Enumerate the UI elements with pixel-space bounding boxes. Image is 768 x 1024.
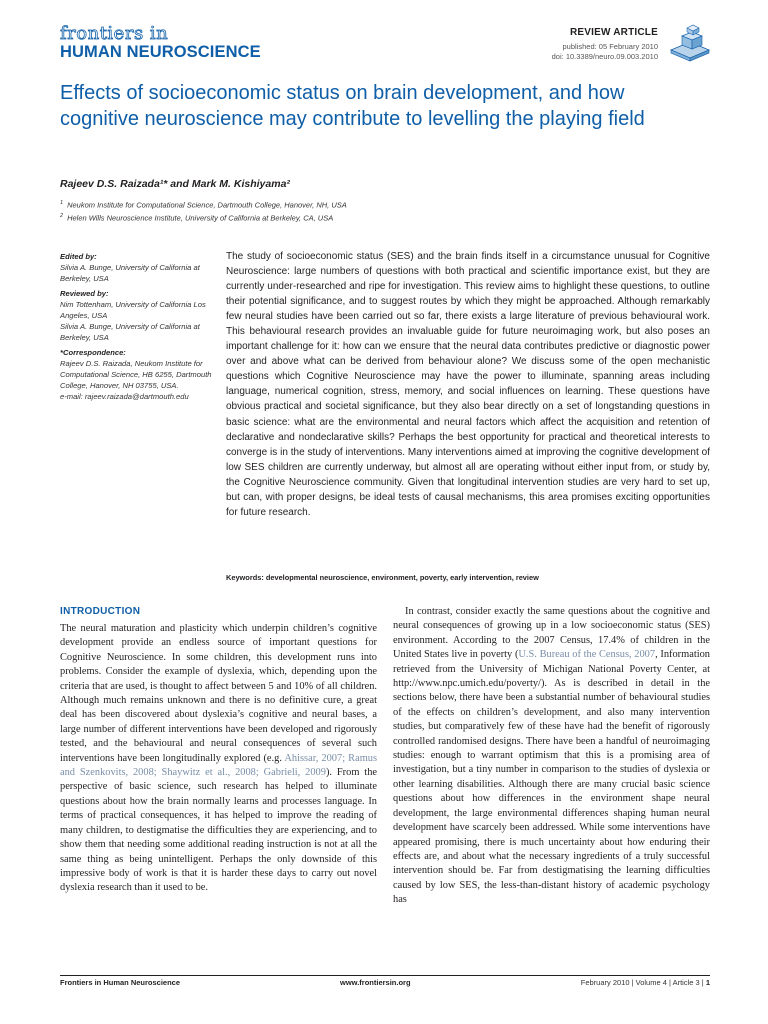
journal-cube-icon xyxy=(667,22,713,62)
paragraph: The neural maturation and plasticity which underpin children’s cognitive development provide an endless source of important questions for Cognitive Neuroscience. In some children, this development runs into problems. Consider the example of dyslexia, which, depending upon the criteria that are used, is thought to affect between 5 and 10% of all children. Although much remains unknown and there is no definitive cure, a great deal has been discovered about dyslexia’s cognitive and neural bases, a large number of different interventions have been developed and rigorously tested, and the behavioural and neural consequences of several such interventions have been longitudinally explored (e.g. Ahissar, 2007; Ramus and Szenkovits, 2008; Shaywitz et al., 2008; Gabrieli, 2009). From the perspective of basic science, such research has helped to illuminate questions about how the brain normally learns and processes language. In terms of practical consequences, it has helped to improve the reading of many children, to destigmatise the difficulties they are experiencing, and to show them that needing some additional reading instruction is not at all the same thing as being unintelligent. Perhaps the only downside of this impressive body of work is that it is harder these days to carry out novel dyslexia research than it used to be. xyxy=(60,623,378,894)
author-list: Rajeev D.S. Raizada¹* and Mark M. Kishiyama² xyxy=(60,178,290,190)
journal-logo-line2: HUMAN NEUROSCIENCE xyxy=(60,43,261,61)
editor: Silvia A. Bunge, University of California at Berkeley, USA xyxy=(60,263,200,283)
page-number: 1 xyxy=(705,978,710,987)
correspondence-address: Rajeev D.S. Raizada, Neukom Institute for Computational Science, HB 6255, Dartmouth College, Hanover, NH 03755, USA. xyxy=(60,359,212,390)
journal-logo-line1: frontiers in xyxy=(60,23,169,44)
edited-by-label: Edited by: xyxy=(60,252,97,261)
article-type-label: REVIEW ARTICLE xyxy=(570,27,658,38)
reviewed-by-label: Reviewed by: xyxy=(60,289,109,298)
affiliation-1: $^1$ Neukom Institute for Computational Science, Dartmouth College, Hanover, NH, USA xyxy=(60,200,347,210)
paragraph: In contrast, consider exactly the same questions about the cognitive and neural consequences of growing up in a low socioeconomic status (SES) environment. According to the 2007 Census, 17.4% of children in the United States live in poverty (U.S. Bureau of the Census, 2007, Information retrieved from the University of Michigan National Poverty Center, at http://www.npc.umich.edu/poverty/). As is described in detail in the sections below, there have been a substantial number of behavioural studies of the effects on children’s development, and also many intervention studies, but comparatively few of these have had the benefit of rigorously controlled randomised designs. There have been a handful of neuroimaging studies: enough to warrant optimism that this is a promising area of investigation, but a tiny number in comparison to the studies of dyslexia or other learning disabilities. Although there are many crucial basic science questions about how differences in the environment shape neural development, the large environmental differences shaping human neural development have scarcely been addressed. While some interventions have appeared promising, there is much uncertainty about how enduring their effects are, and about what the necessary ingredients of a truly successful intervention should be. Far from destigmatising the learning difficulties caused by low SES, the less-than-distant history of academic psychology has xyxy=(393,606,710,906)
footer-website[interactable]: www.frontiersin.org xyxy=(340,978,411,987)
affiliation-2: $^2$ Helen Wills Neuroscience Institute, University of California at Berkeley, CA, USA xyxy=(60,213,334,223)
doi: doi: 10.3389/neuro.09.003.2010 xyxy=(551,52,658,61)
correspondence-email[interactable]: e-mail: rajeev.raizada@dartmouth.edu xyxy=(60,392,189,401)
article-title: Effects of socioeconomic status on brain development, and how cognitive neuroscience may contribute to levelling the playing field xyxy=(60,82,645,130)
published-date: published: 05 February 2010 xyxy=(562,42,658,51)
body-column-right xyxy=(393,605,710,908)
reviewer-1: Nim Tottenham, University of California Los Angeles, USA xyxy=(60,300,206,320)
keywords: Keywords: developmental neuroscience, environment, poverty, early intervention, review xyxy=(226,573,539,582)
reviewer-2: Silvia A. Bunge, University of California at Berkeley, USA xyxy=(60,322,200,342)
citation-link[interactable]: U.S. Bureau of the Census, 2007 xyxy=(518,649,656,661)
abstract: The study of socioeconomic status (SES) and the brain finds itself in a circumstance unusual for Cognitive Neuroscience: large numbers of questions with both practical and scientific importance exist, but they are currently under-researched and ripe for investigation. This review aims to highlight these questions, to outline their potential significance, and to suggest routes by which they might be approached. Although remarkably few neural studies have been carried out so far, there exists a large literature of previous behavioural work. This behavioural research provides an invaluable guide for future neuroimaging work, but also poses an important challenge for it: how can we ensure that the neural data contributes predictive or diagnostic power over and above what can be derived from behaviour alone? We discuss some of the open mechanistic questions which Cognitive Neuroscience may have the power to illuminate, spanning areas including language, numerical cognition, stress, memory, and social influences on learning. These questions have obvious practical and societal significance, but they also bear directly on a set of longstanding questions in basic science: what are the environmental and neural factors which affect the acquisition and retention of declarative and nondeclarative skills? Perhaps the best opportunity for practical and theoretical interests to converge is in the study of interventions. Many interventions aimed at improving the cognitive development of low SES children are currently underway, but almost all are operating without either input from, or study by, the Cognitive Neuroscience community. Given that longitudinal intervention studies are very hard to set up, but can, with proper designs, be ideal tests of causal mechanisms, this area promises exciting opportunities for future research. xyxy=(226,251,710,518)
footer-journal: Frontiers in Human Neuroscience xyxy=(60,978,181,987)
section-heading-introduction: INTRODUCTION xyxy=(60,606,141,617)
footer-divider xyxy=(60,975,710,976)
correspondence-label: *Correspondence: xyxy=(60,348,126,357)
editorial-sidebar xyxy=(60,251,218,402)
footer-issue: February 2010 | Volume 4 | Article 3 | 1 xyxy=(580,978,710,987)
body-column-left xyxy=(60,622,377,896)
citation-link[interactable]: Ahissar, 2007; Ramus and Szenkovits, 2008; Shaywitz et al., 2008; Gabrieli, 2009 xyxy=(60,752,378,779)
